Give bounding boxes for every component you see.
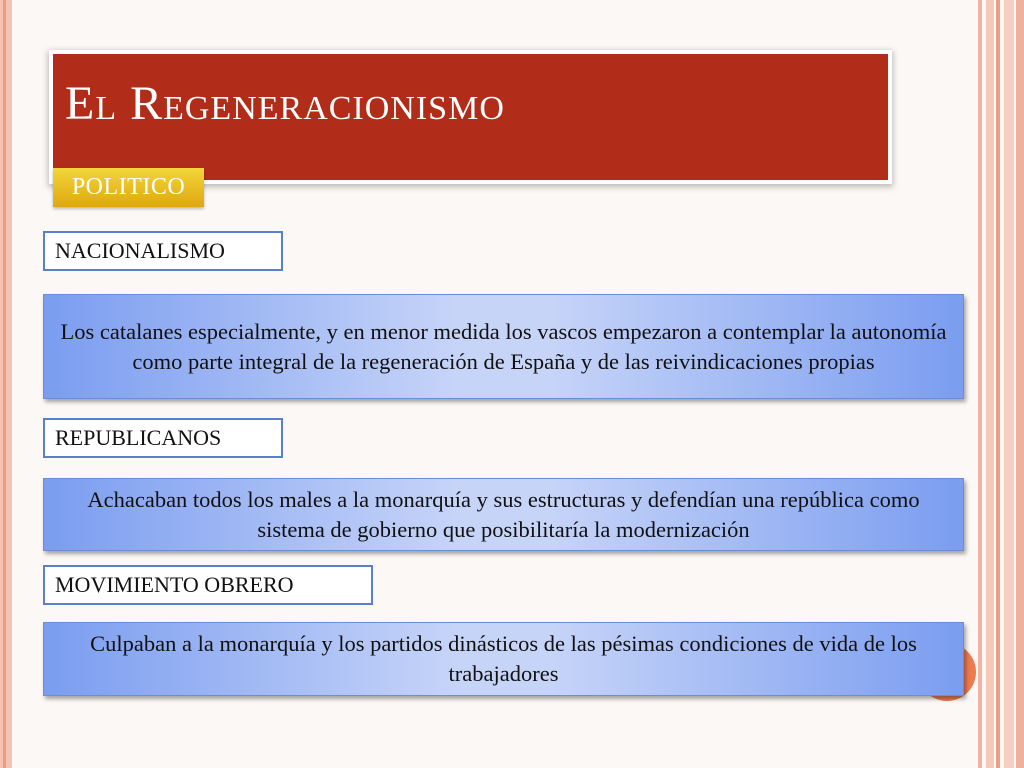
right-border-stripe bbox=[1016, 0, 1024, 768]
section-text-republicanos: Achacaban todos los males a la monarquía y sus estructuras y defendían una república como sistema de gobierno que posibilitaría la modernización bbox=[43, 478, 964, 551]
subtitle-tag: POLITICO bbox=[53, 168, 204, 207]
left-border-line bbox=[3, 0, 6, 768]
right-border-stripe bbox=[978, 0, 982, 768]
right-border-stripe bbox=[986, 0, 994, 768]
section-text-movimiento-obrero: Culpaban a la monarquía y los partidos dinásticos de las pésimas condiciones de vida de los trabajadores bbox=[43, 622, 964, 696]
left-border-decoration bbox=[0, 0, 12, 768]
slide-title: El Regeneracionismo bbox=[65, 77, 505, 130]
right-border-stripe bbox=[996, 0, 1000, 768]
section-label-republicanos: REPUBLICANOS bbox=[43, 418, 283, 458]
section-label-nacionalismo: NACIONALISMO bbox=[43, 231, 283, 271]
section-text-nacionalismo: Los catalanes especialmente, y en menor medida los vascos empezaron a contemplar la autonomía como parte integral de la regeneración de España y de las reivindicaciones propias bbox=[43, 294, 964, 399]
section-label-movimiento-obrero: MOVIMIENTO OBRERO bbox=[43, 565, 373, 605]
right-border-stripe bbox=[1004, 0, 1014, 768]
